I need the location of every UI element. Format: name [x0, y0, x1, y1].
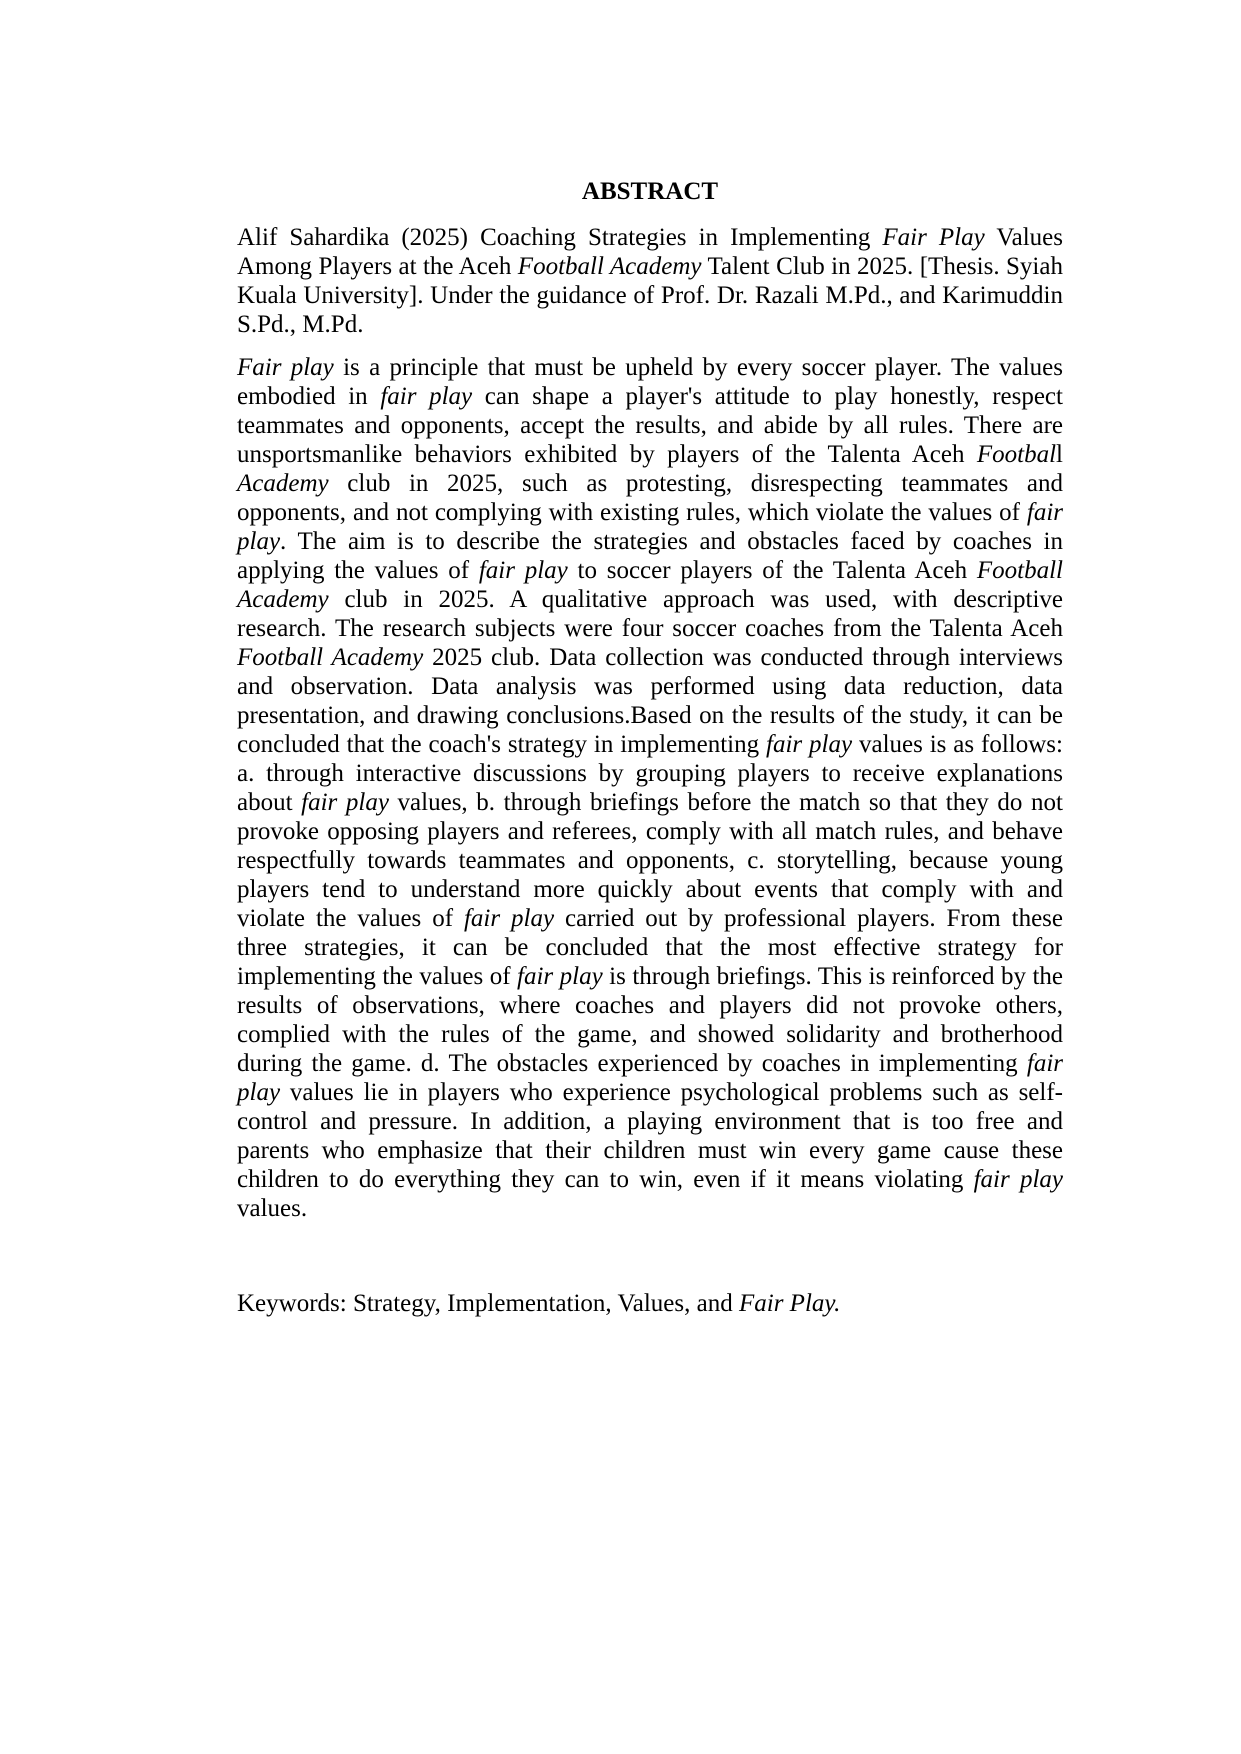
attribution-paragraph: Alif Sahardika (2025) Coaching Strategies in Implementing Fair Play Values Among Players at the Aceh Football Academy Talent Club in 2025. [Thesis. Syiah Kuala University]. Under the guidance of Prof. Dr. Razali M.Pd., and Karimuddin S.Pd., M.Pd.: [237, 224, 1063, 338]
abstract-content: [237, 0, 1063, 1318]
keywords-paragraph: Keywords: Strategy, Implementation, Values, and Fair Play.: [237, 1290, 841, 1317]
abstract-body-paragraph: Fair play is a principle that must be upheld by every soccer player. The values embodied in fair play can shape a player's attitude to play honestly, respect teammates and opponents, accept the results, and abide by all rules. There are unsportsmanlike behaviors exhibited by players of the Talenta Aceh Football Academy club in 2025, such as protesting, disrespecting teammates and opponents, and not complying with existing rules, which violate the values of fair play. The aim is to describe the strategies and obstacles faced by coaches in applying the values of fair play to soccer players of the Talenta Aceh Football Academy club in 2025. A qualitative approach was used, with descriptive research. The research subjects were four soccer coaches from the Talenta Aceh Football Academy 2025 club. Data collection was conducted through interviews and observation. Data analysis was performed using data reduction, data presentation, and drawing conclusions.Based on the results of the study, it can be concluded that the coach's strategy in implementing fair play values is as follows: a. through interactive discussions by grouping players to receive explanations about fair play values, b. through briefings before the match so that they do not provoke opposing players and referees, comply with all match rules, and behave respectfully towards teammates and opponents, c. storytelling, because young players tend to understand more quickly about events that comply with and violate the values of fair play carried out by professional players. From these three strategies, it can be concluded that the most effective strategy for implementing the values of fair play is through briefings. This is reinforced by the results of observations, where coaches and players did not provoke others, complied with the rules of the game, and showed solidarity and brotherhood during the game. d. The obstacles experienced by coaches in implementing fair play values lie in players who experience psychological problems such as self-control and pressure. In addition, a playing environment that is too free and parents who emphasize that their children must win every game cause these children to do everything they can to win, even if it means violating fair play values.: [237, 354, 1064, 1222]
abstract-title: ABSTRACT: [581, 178, 719, 205]
